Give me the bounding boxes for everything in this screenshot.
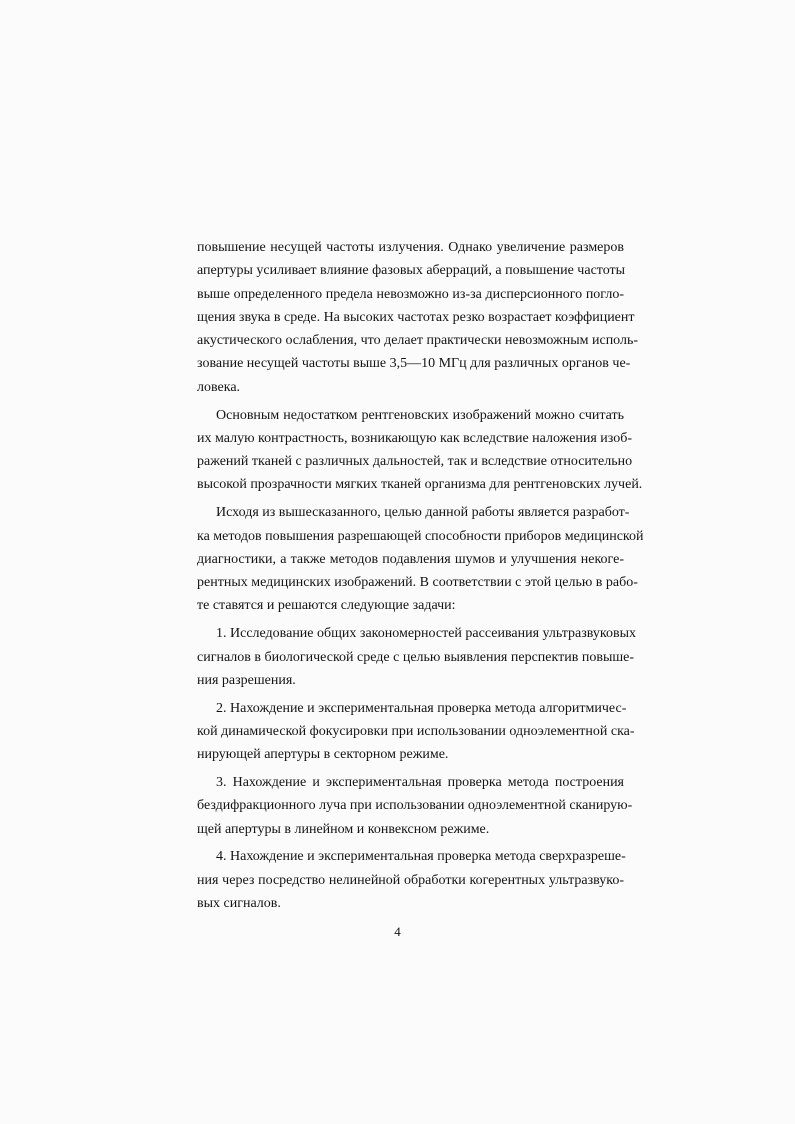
text-line: сигналов в биологической среде с целью выявления перспектив повыше- [197,649,635,665]
list-item [197,845,624,915]
text-line: щения звука в среде. На высоких частотах резко возрастает коэффициент [197,309,635,325]
text-line: 1. Исследование общих закономерностей рассеивания ультразвуковых [216,626,636,642]
text-line: зование несущей частоты выше 3,5—10 МГц для различных органов че- [197,356,631,372]
list-item [197,622,636,692]
text-line: 3. Нахождение и экспериментальная проверка метода построения [216,775,624,791]
text-line: рентных медицинских изображений. В соответствии с этой целью в рабо- [197,575,638,591]
text-line: 2. Нахождение и экспериментальная проверка метода алгоритмичес- [216,700,627,716]
paragraph [197,501,644,617]
text-line: Основным недостатком рентгеновских изображений можно считать [216,407,624,423]
text-line: высокой прозрачности мягких тканей организма для рентгеновских лучей. [197,477,643,493]
text-line: 4. Нахождение и экспериментальная проверка метода сверхразреше- [216,849,626,865]
text-line: диагностики, а также методов подавления шумов и улучшения некоге- [197,551,624,567]
page-number: 4 [394,924,401,939]
text-line: ловека. [197,379,241,395]
text-line: кой динамической фокусировки при использовании одноэлементной ска- [197,723,635,739]
document-body [197,236,644,920]
paragraph [197,404,643,497]
text-line: те ставятся и решаются следующие задачи: [197,598,456,614]
text-line: их малую контрастность, возникающую как вследствие наложения изоб- [197,430,632,446]
text-line: акустического ослабления, что делает практически невозможным исполь- [197,333,639,349]
text-line: бездифракционного луча при использовании одноэлементной сканирую- [197,798,633,814]
text-line: ния через посредство нелинейной обработки когерентных ультразвуко- [197,872,624,888]
text-line: нирующей апертуры в секторном режиме. [197,747,449,763]
text-line: ка методов повышения разрешающей способности приборов медицинской [197,528,644,544]
paragraph [197,236,639,399]
text-line: вых сигналов. [197,896,281,912]
text-line: апертуры усиливает влияние фазовых аберраций, а повышение частоты [197,263,626,279]
text-line: щей апертуры в линейном и конвексном режиме. [197,821,490,837]
text-line: ния разрешения. [197,672,296,688]
text-line: повышение несущей частоты излучения. Однако увеличение размеров [197,240,624,255]
list-item [197,771,633,841]
list-item [197,697,635,767]
text-line: выше определенного предела невозможно из-за дисперсионного погло- [197,286,624,302]
text-line: Исходя из вышесказанного, целью данной работы является разработ- [216,505,630,521]
text-line: ражений тканей с различных дальностей, так и вследствие относительно [197,454,633,470]
